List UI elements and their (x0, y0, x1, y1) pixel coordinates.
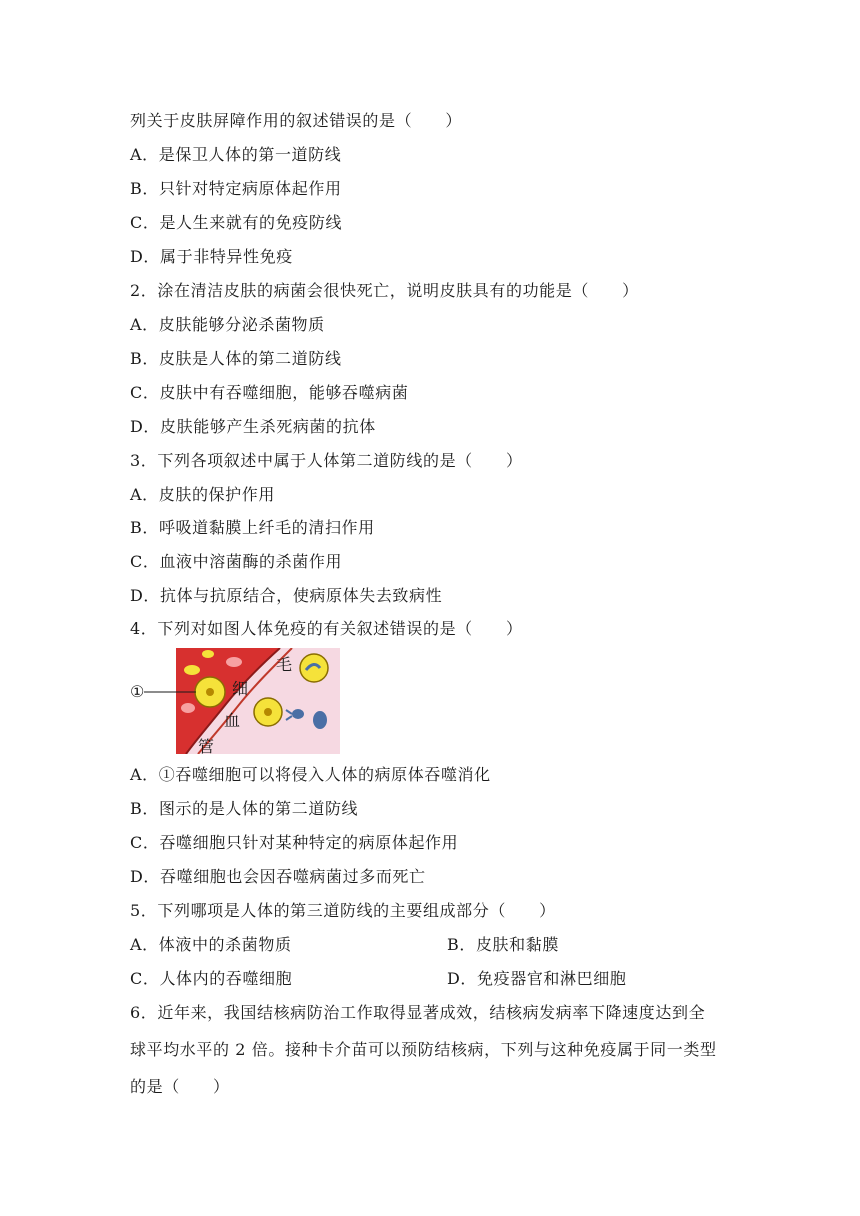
question-1-stem: 列关于皮肤屏障作用的叙述错误的是（ ） (130, 111, 463, 130)
question-5-option-d: D．免疫器官和淋巴细胞 (447, 969, 627, 988)
question-1-option-d: D．属于非特异性免疫 (130, 247, 293, 266)
question-3-option-d: D．抗体与抗原结合，使病原体失去致病性 (130, 586, 443, 605)
question-6-line-1: 6．近年来，我国结核病防治工作取得显著成效，结核病发病率下降速度达到全 (130, 1003, 706, 1022)
question-3-option-b: B．呼吸道黏膜上纤毛的清扫作用 (130, 518, 375, 537)
figure-label-xi: 细 (232, 679, 249, 698)
capillary-illustration (130, 648, 340, 754)
phagocyte-nucleus (206, 688, 214, 696)
question-5-option-c: C．人体内的吞噬细胞 (130, 969, 293, 988)
blood-cell (184, 665, 200, 675)
capillary-immune-figure (130, 648, 340, 754)
question-1-option-a: A．是保卫人体的第一道防线 (130, 145, 342, 164)
question-1-option-c: C．是人生来就有的免疫防线 (130, 213, 343, 232)
question-5-option-b: B．皮肤和黏膜 (447, 935, 559, 954)
question-2-option-b: B．皮肤是人体的第二道防线 (130, 349, 342, 368)
question-4-option-a: A．①吞噬细胞可以将侵入人体的病原体吞噬消化 (130, 765, 491, 784)
figure-label-xue: 血 (224, 711, 241, 730)
phagocyte-nucleus (264, 708, 272, 716)
phagocyte-cell (300, 654, 328, 682)
blood-cell (226, 657, 242, 667)
question-2-option-d: D．皮肤能够产生杀死病菌的抗体 (130, 417, 376, 436)
bacteria-icon (313, 711, 327, 729)
figure-marker: ① (130, 682, 145, 701)
figure-label-mao: 毛 (276, 655, 293, 674)
question-2-option-a: A．皮肤能够分泌杀菌物质 (130, 315, 325, 334)
question-2-stem: 2．涂在清洁皮肤的病菌会很快死亡，说明皮肤具有的功能是（ ） (130, 281, 639, 300)
bacteria-icon (292, 709, 304, 719)
question-4-option-d: D．吞噬细胞也会因吞噬病菌过多而死亡 (130, 867, 426, 886)
blood-cell (181, 703, 195, 713)
question-4-option-c: C．吞噬细胞只针对某种特定的病原体起作用 (130, 833, 459, 852)
blood-cell (202, 650, 214, 658)
question-6-line-3: 的是（ ） (130, 1077, 230, 1096)
question-2-option-c: C．皮肤中有吞噬细胞，能够吞噬病菌 (130, 383, 409, 402)
question-4-option-b: B．图示的是人体的第二道防线 (130, 799, 359, 818)
question-6-line-2: 球平均水平的 2 倍。接种卡介苗可以预防结核病，下列与这种免疫属于同一类型 (130, 1040, 717, 1059)
question-1-option-b: B．只针对特定病原体起作用 (130, 179, 342, 198)
question-3-option-c: C．血液中溶菌酶的杀菌作用 (130, 552, 343, 571)
question-3-option-a: A．皮肤的保护作用 (130, 485, 275, 504)
question-3-stem: 3．下列各项叙述中属于人体第二道防线的是（ ） (130, 451, 523, 470)
question-4-stem: 4．下列对如图人体免疫的有关叙述错误的是（ ） (130, 619, 523, 638)
figure-label-guan: 管 (198, 737, 215, 756)
question-5-stem: 5．下列哪项是人体的第三道防线的主要组成部分（ ） (130, 901, 556, 920)
question-5-option-a: A．体液中的杀菌物质 (130, 935, 292, 954)
